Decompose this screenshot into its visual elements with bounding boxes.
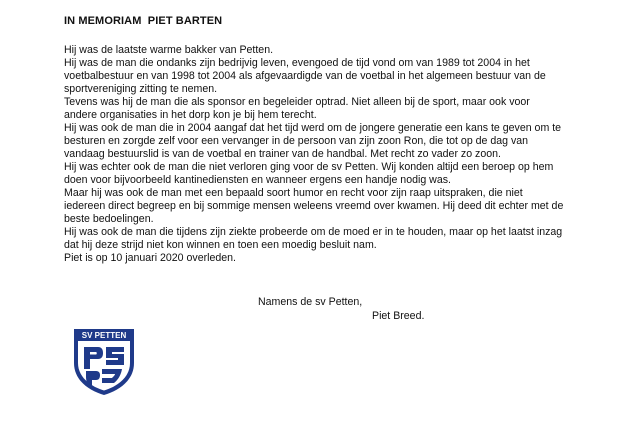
paragraph: Hij was de man die ondanks zijn bedrijvig leven, evengoed de tijd vond om van 1989 tot 2004 in het voetbalbestuur en van 1998 tot 2004 als afgevaardigde van de voetbal in het algemeen bestuur van de sportvereniging zitting te nemen.: [64, 57, 546, 95]
paragraph: Tevens was hij de man die als sponsor en begeleider optrad. Niet alleen bij de sport, maar ook voor andere organisaties in het dorp kon je bij hem terecht.: [64, 96, 530, 121]
memorial-text: [64, 44, 564, 265]
paragraph: Hij was echter ook de man die niet verloren ging voor de sv Petten. Wij konden altijd een beroep op hem doen voor bijvoorbeeld kantinediensten en wanneer ergens een handje nodig was.: [64, 161, 554, 186]
paragraph: Piet is op 10 januari 2020 overleden.: [64, 252, 236, 264]
logo-text: SV PETTEN: [81, 331, 127, 340]
signature-name: Piet Breed.: [372, 310, 425, 322]
paragraph: Maar hij was ook de man met een bepaald soort humor en recht voor zijn raap uitspraken, die niet iedereen direct begreep en bij sommige mensen weleens vreemd over kwamen. Hij deed dit echter met de beste bedoelingen.: [64, 187, 564, 225]
paragraph: Hij was ook de man die tijdens zijn ziekte probeerde om de moed er in te houden, maar op het laatst inzag dat hij deze strijd niet kon winnen en toen een moedig besluit nam.: [64, 226, 563, 251]
page-title: IN MEMORIAM PIET BARTEN: [64, 15, 223, 27]
paragraph: Hij was de laatste warme bakker van Petten.: [64, 44, 274, 56]
signature-organization: Namens de sv Petten,: [258, 296, 363, 308]
sv-petten-crest-icon: [68, 325, 140, 397]
paragraph: Hij was ook de man die in 2004 aangaf dat het tijd werd om de jongere generatie een kans te geven om te besturen en zorgde zelf voor een vervanger in de persoon van zijn zoon Ron, die tot op de dag van vandaag bestuurslid is van de voetbal en trainer van de handbal. Met recht zo vader zo zoon.: [64, 122, 562, 160]
club-logo: [68, 325, 140, 397]
